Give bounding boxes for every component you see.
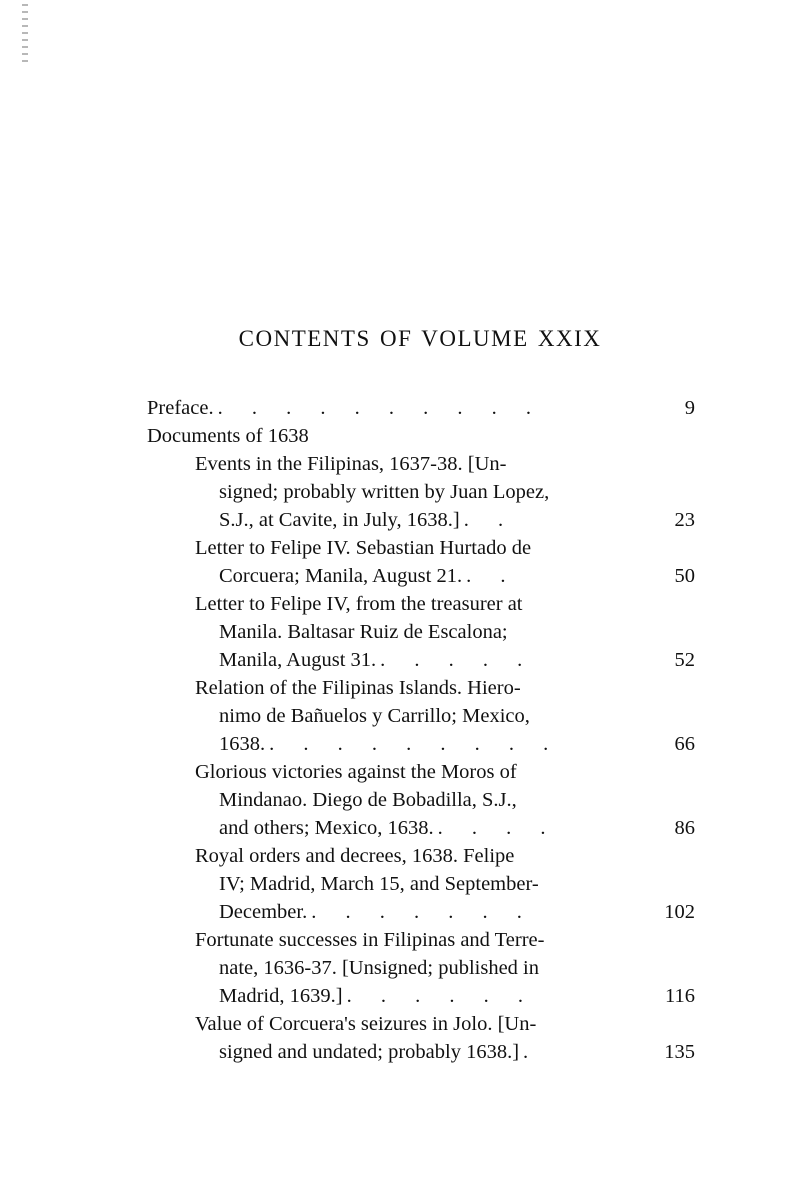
toc-entry-text: Fortunate successes in Filipinas and Terre- [195,929,545,951]
toc-entry-text: nimo de Bañuelos y Carrillo; Mexico, [219,705,530,727]
toc-entry-text: Documents of 1638 [147,425,309,447]
toc-entry-line [147,954,695,982]
toc-entry-text: IV; Madrid, March 15, and September- [219,873,539,895]
toc-entry-line [147,786,695,814]
table-of-contents [147,394,695,1066]
page-number: 52 [674,649,695,671]
leader-dots: . . . . . . . [311,901,534,923]
toc-entry-text: Letter to Felipe IV, from the treasurer at [195,593,523,615]
page-number: 102 [664,901,695,923]
leader-dots: . . . . . . . . . [269,733,561,755]
page-number: 66 [674,733,695,755]
toc-entry-text: nate, 1636-37. [Unsigned; published in [219,957,539,979]
toc-entry-text: Corcuera; Manila, August 21. [219,565,463,587]
toc-entry-line [147,842,695,870]
toc-section-heading [147,422,695,450]
toc-entry-line [147,590,695,618]
leader-dots: . . . . . . . . . . [217,397,543,419]
toc-entry-text: Preface. [147,397,214,419]
toc-entry-text: signed; probably written by Juan Lopez, [219,481,550,503]
toc-entry-line [147,478,695,506]
toc-entry-text: 1638. [219,733,266,755]
toc-entry-line [147,870,695,898]
toc-entry-line [147,674,695,702]
page-number: 50 [674,565,695,587]
leader-dots: . . [463,509,516,531]
leader-dots: . . [466,565,518,587]
leader-dots: . . . . [437,817,558,839]
toc-entry-line [147,646,695,674]
toc-entry-text: Madrid, 1639.] [219,985,343,1007]
toc-entry-line [147,702,695,730]
toc-entry-line [147,730,695,758]
toc-entry-text: Events in the Filipinas, 1637-38. [Un- [195,453,507,475]
toc-entry-preface [147,394,695,422]
toc-entry-line [147,1010,695,1038]
toc-entry-line [147,758,695,786]
page-number: 135 [664,1041,695,1063]
toc-entry-text: and others; Mexico, 1638. [219,817,434,839]
toc-entry-text: Manila, August 31. [219,649,377,671]
toc-entry-line [147,982,695,1010]
toc-entry-text: signed and undated; probably 1638.] [219,1041,520,1063]
page-number: 86 [674,817,695,839]
toc-entry-text: December. [219,901,308,923]
margin-mark [22,4,28,62]
leader-dots: . [523,1041,541,1063]
toc-entry-line [147,534,695,562]
contents-title: CONTENTS OF VOLUME XXIX [238,326,602,351]
toc-entry-text: Glorious victories against the Moros of [195,761,517,783]
page-number: 23 [674,509,695,531]
toc-entry-text: Relation of the Filipinas Islands. Hiero- [195,677,521,699]
toc-entry-line [147,1038,695,1066]
toc-entry-line [147,898,695,926]
toc-entry-text: Letter to Felipe IV. Sebastian Hurtado de [195,537,532,559]
toc-entry-line [147,562,695,590]
toc-entry-line [147,506,695,534]
leader-dots: . . . . . [380,649,535,671]
toc-entry-text: S.J., at Cavite, in July, 1638.] [219,509,460,531]
toc-entry-line [147,450,695,478]
toc-entry-text: Manila. Baltasar Ruiz de Escalona; [219,621,508,643]
toc-entry-text: Mindanao. Diego de Bobadilla, S.J., [219,789,517,811]
toc-entry-line [147,926,695,954]
toc-entry-text: Value of Corcuera's seizures in Jolo. [Un- [195,1013,537,1035]
toc-entry-line [147,618,695,646]
toc-entry-text: Royal orders and decrees, 1638. Felipe [195,845,515,867]
page-number: 116 [665,985,695,1007]
toc-entry-line [147,814,695,842]
page-number: 9 [684,397,695,419]
leader-dots: . . . . . . [346,985,535,1007]
